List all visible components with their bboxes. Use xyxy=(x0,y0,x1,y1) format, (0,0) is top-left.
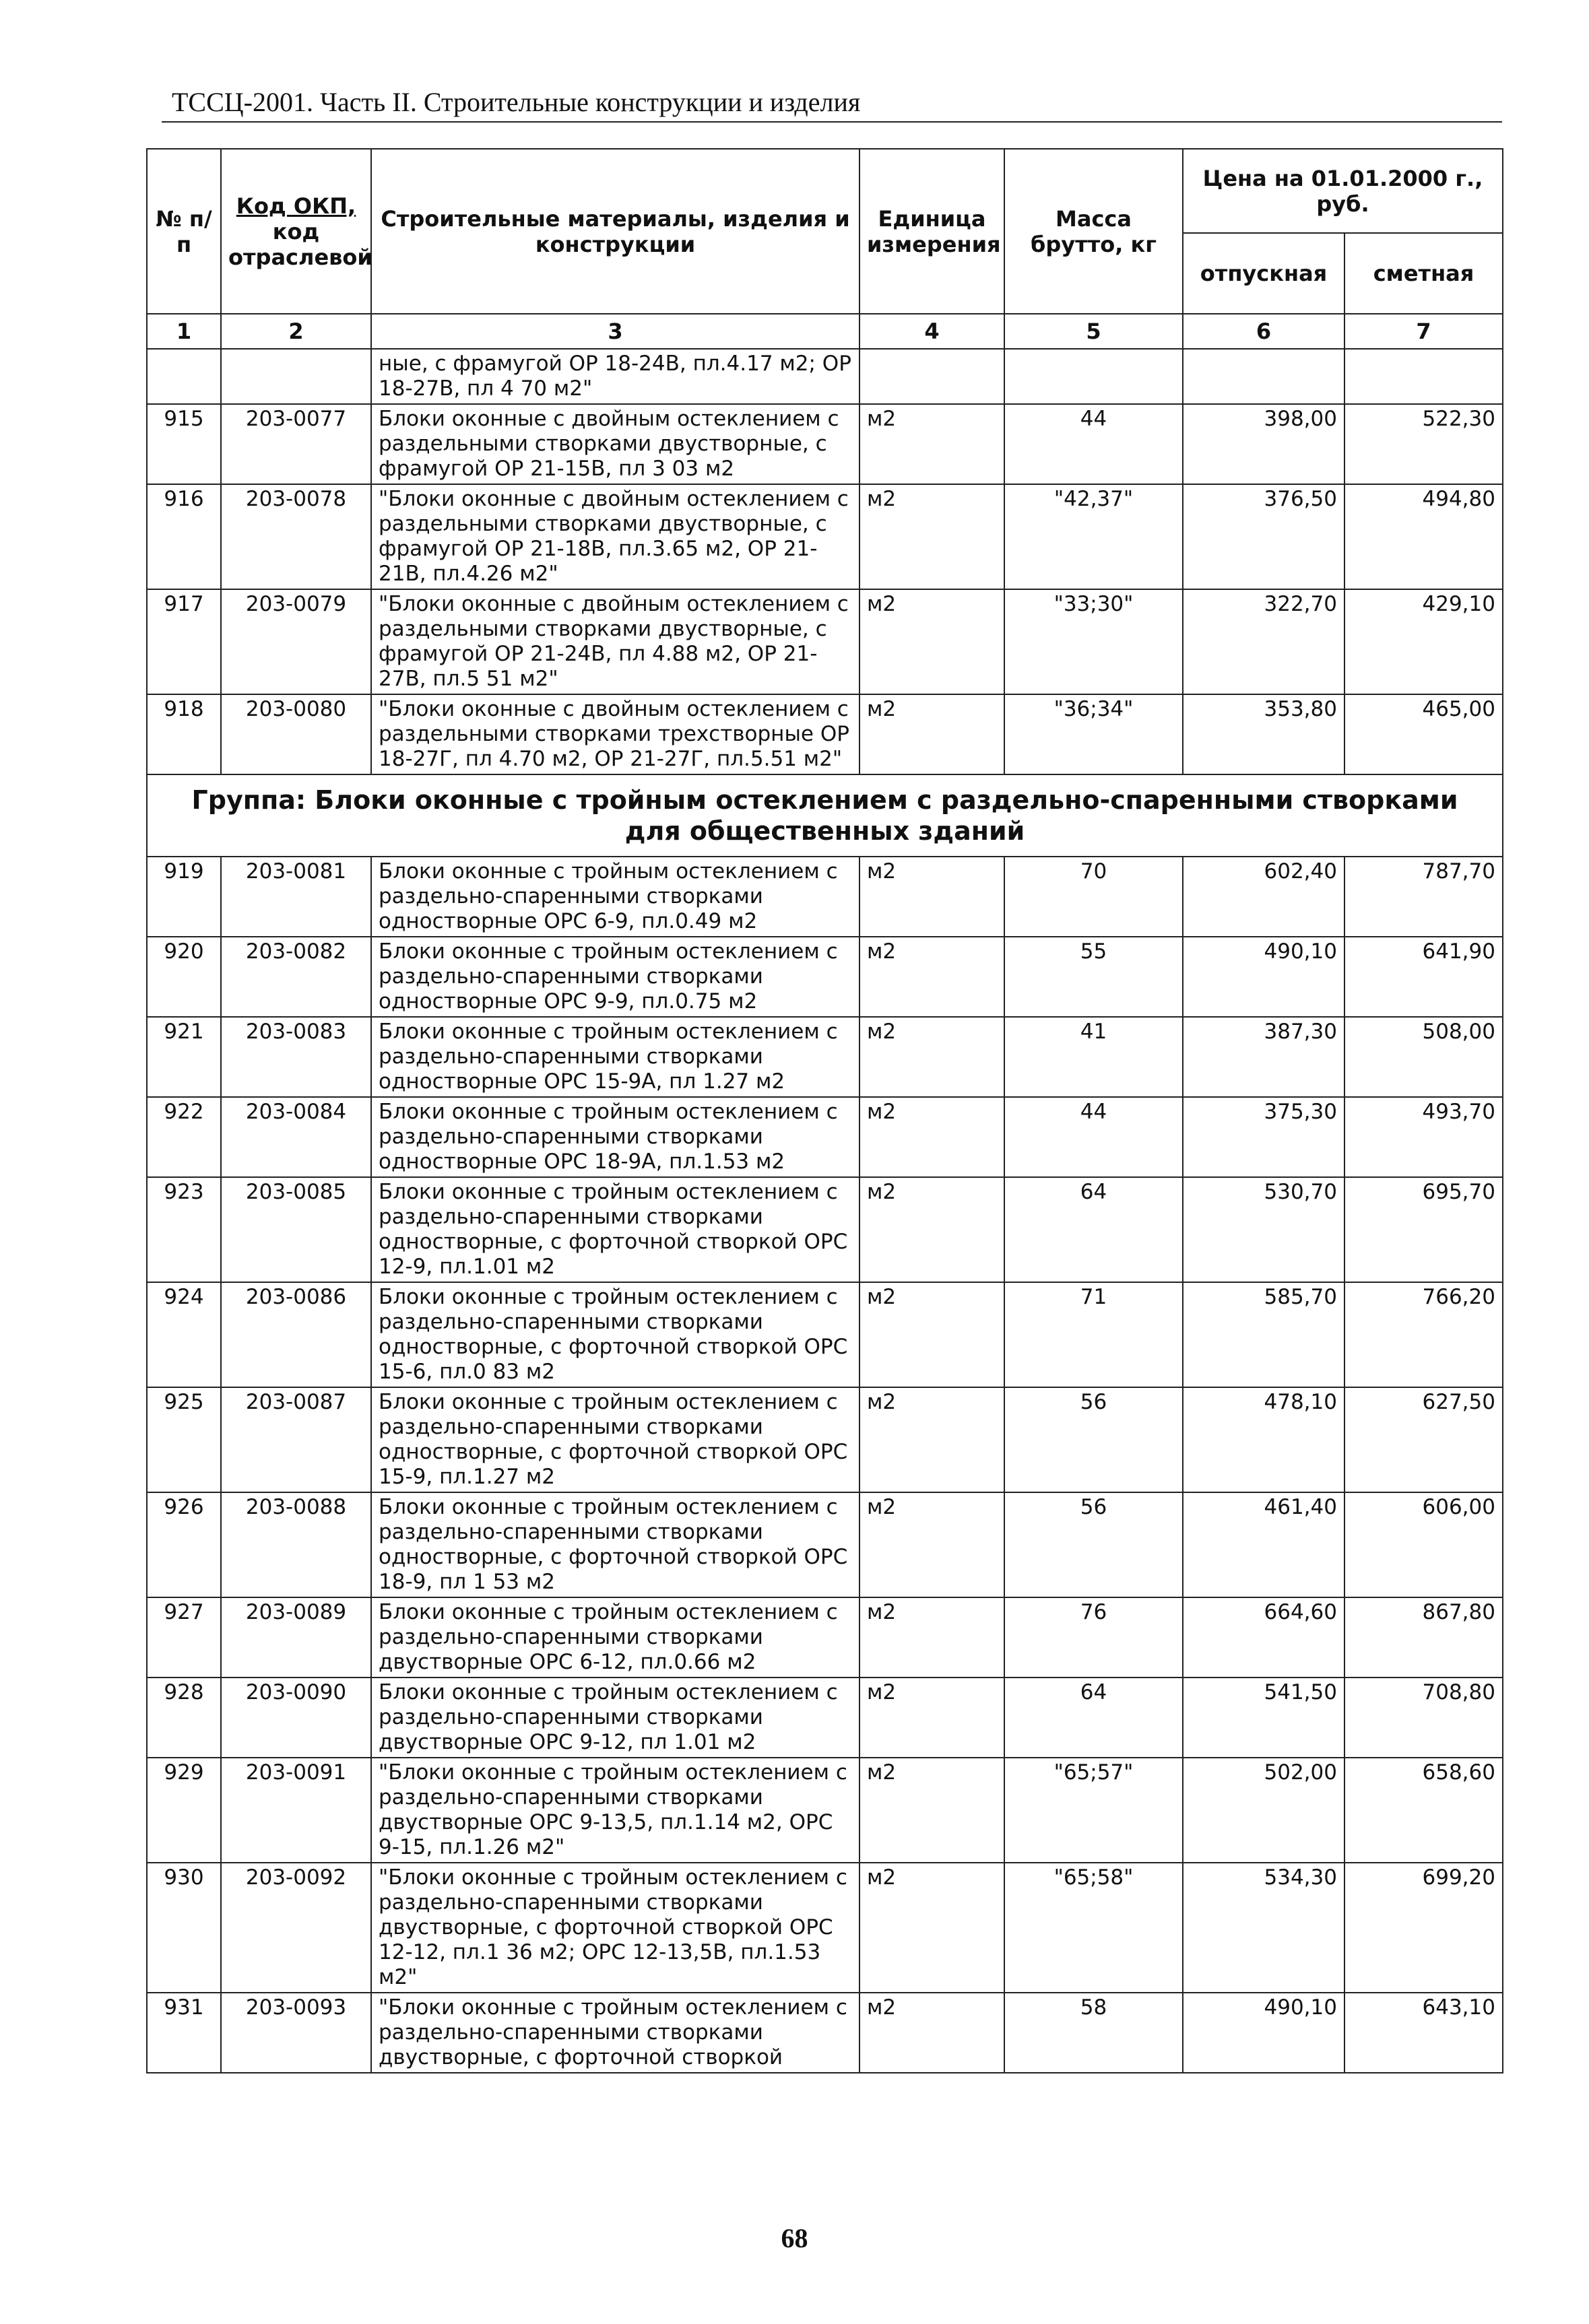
row-code: 203-0085 xyxy=(221,1177,371,1282)
row-code: 203-0090 xyxy=(221,1678,371,1758)
row-mass: "33;30" xyxy=(1004,589,1183,694)
table-row xyxy=(147,1097,1503,1177)
row-unit: м2 xyxy=(860,937,1004,1017)
row-price-release: 530,70 xyxy=(1183,1177,1344,1282)
row-mass: 76 xyxy=(1004,1597,1183,1678)
group-title: Группа: Блоки оконные с тройным остеклением с раздельно-спаренными створками для общественных зданий xyxy=(147,774,1503,857)
header-price-estimate: сметная xyxy=(1344,233,1503,314)
row-code: 203-0087 xyxy=(221,1387,371,1492)
row-mass: 56 xyxy=(1004,1492,1183,1597)
row-price-estimate: 766,20 xyxy=(1344,1282,1503,1387)
row-price-estimate: 508,00 xyxy=(1344,1017,1503,1097)
table-row xyxy=(147,484,1503,589)
header-name: Строительные материалы, изделия и конструкции xyxy=(371,149,860,314)
header-code-top: Код ОКП, xyxy=(236,193,356,219)
row-number: 931 xyxy=(147,1993,221,2073)
row-unit: м2 xyxy=(860,1492,1004,1597)
row-price-estimate: 695,70 xyxy=(1344,1177,1503,1282)
row-price-release: 585,70 xyxy=(1183,1282,1344,1387)
table-row xyxy=(147,1282,1503,1387)
row-unit: м2 xyxy=(860,1017,1004,1097)
table-row xyxy=(147,857,1503,937)
row-number: 918 xyxy=(147,694,221,774)
row-number: 922 xyxy=(147,1097,221,1177)
row-mass: "36;34" xyxy=(1004,694,1183,774)
row-price-estimate: 787,70 xyxy=(1344,857,1503,937)
row-number: 919 xyxy=(147,857,221,937)
header-rule xyxy=(162,121,1502,123)
table-row xyxy=(147,1863,1503,1993)
row-unit: м2 xyxy=(860,1597,1004,1678)
row-number: 917 xyxy=(147,589,221,694)
table-row xyxy=(147,1492,1503,1597)
row-code: 203-0093 xyxy=(221,1993,371,2073)
table-row xyxy=(147,1993,1503,2073)
table-row xyxy=(147,1177,1503,1282)
row-unit: м2 xyxy=(860,1387,1004,1492)
row-price-estimate: 465,00 xyxy=(1344,694,1503,774)
row-name: Блоки оконные с тройным остеклением с раздельно-спаренными створками одностворные ОРС 9-9, пл.0.75 м2 xyxy=(371,937,860,1017)
row-name: Блоки оконные с тройным остеклением с раздельно-спаренными створками двустворные ОРС 6-12, пл.0.66 м2 xyxy=(371,1597,860,1678)
table-row xyxy=(147,1017,1503,1097)
row-name: Блоки оконные с тройным остеклением с раздельно-спаренными створками одностворные, с форточной створкой ОРС 15-6, пл.0 83 м2 xyxy=(371,1282,860,1387)
column-number: 5 xyxy=(1004,314,1183,349)
row-code: 203-0092 xyxy=(221,1863,371,1993)
table-row xyxy=(147,694,1503,774)
row-unit: м2 xyxy=(860,1282,1004,1387)
rows-before-group xyxy=(147,349,1503,774)
group-row xyxy=(147,774,1503,857)
header-mass: Масса брутто, кг xyxy=(1004,149,1183,314)
row-number: 923 xyxy=(147,1177,221,1282)
row-price-release: 490,10 xyxy=(1183,937,1344,1017)
table-row xyxy=(147,589,1503,694)
row-name: Блоки оконные с тройным остеклением с раздельно-спаренными створками одностворные ОРС 6-9, пл.0.49 м2 xyxy=(371,857,860,937)
row-price-release: 541,50 xyxy=(1183,1678,1344,1758)
row-unit: м2 xyxy=(860,404,1004,484)
row-code: 203-0080 xyxy=(221,694,371,774)
row-mass: 64 xyxy=(1004,1678,1183,1758)
row-name: Блоки оконные с тройным остеклением с раздельно-спаренными створками одностворные, с форточной створкой ОРС 18-9, пл 1 53 м2 xyxy=(371,1492,860,1597)
price-table xyxy=(146,148,1503,2073)
table-row xyxy=(147,937,1503,1017)
table-row xyxy=(147,1678,1503,1758)
row-unit: м2 xyxy=(860,1177,1004,1282)
column-number: 4 xyxy=(860,314,1004,349)
row-code: 203-0081 xyxy=(221,857,371,937)
header-unit: Единица измерения xyxy=(860,149,1004,314)
continuation-row xyxy=(147,349,1503,404)
row-name: Блоки оконные с тройным остеклением с раздельно-спаренными створками одностворные, с форточной створкой ОРС 15-9, пл.1.27 м2 xyxy=(371,1387,860,1492)
row-price-release: 502,00 xyxy=(1183,1758,1344,1863)
row-mass: "65;57" xyxy=(1004,1758,1183,1863)
column-number: 6 xyxy=(1183,314,1344,349)
row-price-release: 322,70 xyxy=(1183,589,1344,694)
row-price-estimate: 658,60 xyxy=(1344,1758,1503,1863)
row-price-release: 478,10 xyxy=(1183,1387,1344,1492)
row-mass: 71 xyxy=(1004,1282,1183,1387)
row-price-estimate: 708,80 xyxy=(1344,1678,1503,1758)
row-mass: 41 xyxy=(1004,1017,1183,1097)
row-code: 203-0079 xyxy=(221,589,371,694)
row-mass: 55 xyxy=(1004,937,1183,1017)
row-code: 203-0089 xyxy=(221,1597,371,1678)
row-name: Блоки оконные с двойным остеклением с раздельными створками двустворные, с фрамугой ОР 21-15В, пл 3 03 м2 xyxy=(371,404,860,484)
row-price-estimate: 429,10 xyxy=(1344,589,1503,694)
header-price-group: Цена на 01.01.2000 г., руб. xyxy=(1183,149,1503,233)
row-mass: 44 xyxy=(1004,404,1183,484)
row-mass: 64 xyxy=(1004,1177,1183,1282)
row-name: Блоки оконные с тройным остеклением с раздельно-спаренными створками одностворные ОРС 15-9А, пл 1.27 м2 xyxy=(371,1017,860,1097)
row-code: 203-0091 xyxy=(221,1758,371,1863)
row-unit: м2 xyxy=(860,589,1004,694)
row-name: "Блоки оконные с тройным остеклением с раздельно-спаренными створками двустворные, с форточной створкой xyxy=(371,1993,860,2073)
header-code xyxy=(221,149,371,314)
row-name: "Блоки оконные с тройным остеклением с раздельно-спаренными створками двустворные ОРС 9-13,5, пл.1.14 м2, ОРС 9-15, пл.1.26 м2" xyxy=(371,1758,860,1863)
row-price-release: 664,60 xyxy=(1183,1597,1344,1678)
row-unit: м2 xyxy=(860,1678,1004,1758)
row-unit: м2 xyxy=(860,694,1004,774)
row-unit: м2 xyxy=(860,1993,1004,2073)
row-price-release: 353,80 xyxy=(1183,694,1344,774)
row-mass: 58 xyxy=(1004,1993,1183,2073)
row-price-estimate: 606,00 xyxy=(1344,1492,1503,1597)
row-price-release: 376,50 xyxy=(1183,484,1344,589)
row-number: 924 xyxy=(147,1282,221,1387)
header-number: № п/п xyxy=(147,149,221,314)
row-number: 925 xyxy=(147,1387,221,1492)
row-number: 916 xyxy=(147,484,221,589)
column-number: 7 xyxy=(1344,314,1503,349)
row-number: 928 xyxy=(147,1678,221,1758)
row-price-estimate: 867,80 xyxy=(1344,1597,1503,1678)
row-code: 203-0088 xyxy=(221,1492,371,1597)
row-unit: м2 xyxy=(860,857,1004,937)
row-price-estimate: 627,50 xyxy=(1344,1387,1503,1492)
row-name: "Блоки оконные с двойным остеклением с раздельными створками трехстворные ОР 18-27Г, пл 4.70 м2, ОР 21-27Г, пл.5.51 м2" xyxy=(371,694,860,774)
row-code: 203-0086 xyxy=(221,1282,371,1387)
row-name: Блоки оконные с тройным остеклением с раздельно-спаренными створками двустворные ОРС 9-12, пл 1.01 м2 xyxy=(371,1678,860,1758)
row-name: Блоки оконные с тройным остеклением с раздельно-спаренными створками одностворные, с форточной створкой ОРС 12-9, пл.1.01 м2 xyxy=(371,1177,860,1282)
header-price-release: отпускная xyxy=(1183,233,1344,314)
table-row xyxy=(147,1387,1503,1492)
page-number: 68 xyxy=(781,2223,808,2253)
row-price-release: 375,30 xyxy=(1183,1097,1344,1177)
row-unit: м2 xyxy=(860,1097,1004,1177)
row-unit: м2 xyxy=(860,1863,1004,1993)
row-name: "Блоки оконные с тройным остеклением с раздельно-спаренными створками двустворные, с форточной створкой ОРС 12-12, пл.1 36 м2; ОРС 12-13,5В, пл.1.53 м2" xyxy=(371,1863,860,1993)
row-mass: 56 xyxy=(1004,1387,1183,1492)
row-price-release: 534,30 xyxy=(1183,1863,1344,1993)
row-price-release: 602,40 xyxy=(1183,857,1344,937)
group-section xyxy=(147,774,1503,857)
row-price-release: 398,00 xyxy=(1183,404,1344,484)
row-mass: "42,37" xyxy=(1004,484,1183,589)
row-number: 930 xyxy=(147,1863,221,1993)
row-mass: 70 xyxy=(1004,857,1183,937)
row-name: "Блоки оконные с двойным остеклением с раздельными створками двустворные, с фрамугой ОР 21-18В, пл.3.65 м2, ОР 21-21В, пл.4.26 м2" xyxy=(371,484,860,589)
column-number: 3 xyxy=(371,314,860,349)
row-price-release: 490,10 xyxy=(1183,1993,1344,2073)
continuation-name: ные, с фрамугой ОР 18-24В, пл.4.17 м2; ОР 18-27В, пл 4 70 м2" xyxy=(371,349,860,404)
row-name: "Блоки оконные с двойным остеклением с раздельными створками двустворные, с фрамугой ОР 21-24В, пл 4.88 м2, ОР 21-27В, пл.5 51 м2" xyxy=(371,589,860,694)
column-numbers-row xyxy=(147,314,1503,349)
column-number: 2 xyxy=(221,314,371,349)
running-header: ТССЦ-2001. Часть II. Строительные конструкции и изделия xyxy=(172,87,861,117)
row-price-release: 461,40 xyxy=(1183,1492,1344,1597)
table-row xyxy=(147,1758,1503,1863)
row-code: 203-0082 xyxy=(221,937,371,1017)
row-price-estimate: 522,30 xyxy=(1344,404,1503,484)
row-number: 929 xyxy=(147,1758,221,1863)
row-code: 203-0077 xyxy=(221,404,371,484)
column-number: 1 xyxy=(147,314,221,349)
row-code: 203-0078 xyxy=(221,484,371,589)
row-price-release: 387,30 xyxy=(1183,1017,1344,1097)
header-code-rest: код отраслевой xyxy=(228,218,372,270)
table-row xyxy=(147,404,1503,484)
row-number: 926 xyxy=(147,1492,221,1597)
rows-after-group xyxy=(147,857,1503,2073)
row-unit: м2 xyxy=(860,1758,1004,1863)
row-price-estimate: 643,10 xyxy=(1344,1993,1503,2073)
row-code: 203-0084 xyxy=(221,1097,371,1177)
row-number: 921 xyxy=(147,1017,221,1097)
row-price-estimate: 494,80 xyxy=(1344,484,1503,589)
row-price-estimate: 641,90 xyxy=(1344,937,1503,1017)
row-unit: м2 xyxy=(860,484,1004,589)
row-number: 915 xyxy=(147,404,221,484)
row-price-estimate: 493,70 xyxy=(1344,1097,1503,1177)
row-number: 927 xyxy=(147,1597,221,1678)
row-code: 203-0083 xyxy=(221,1017,371,1097)
row-price-estimate: 699,20 xyxy=(1344,1863,1503,1993)
table-row xyxy=(147,1597,1503,1678)
row-number: 920 xyxy=(147,937,221,1017)
row-mass: "65;58" xyxy=(1004,1863,1183,1993)
row-mass: 44 xyxy=(1004,1097,1183,1177)
row-name: Блоки оконные с тройным остеклением с раздельно-спаренными створками одностворные ОРС 18-9А, пл.1.53 м2 xyxy=(371,1097,860,1177)
